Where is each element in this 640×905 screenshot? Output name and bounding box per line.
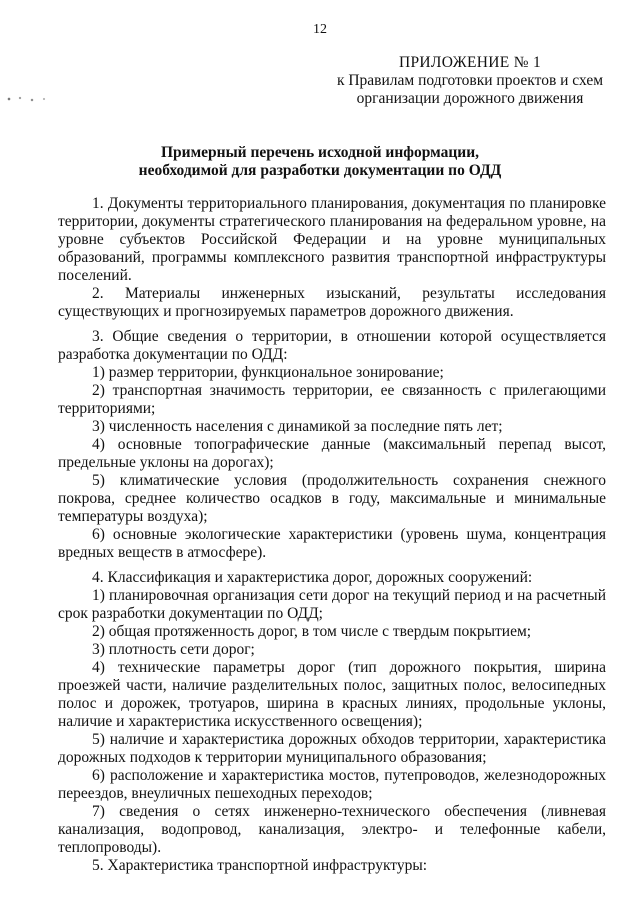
list-item-3-5: 5) климатические условия (продолжительность сохранения снежного покрова, среднее количество осадков в году, максимальные и минимальные температуры воздуха);: [58, 472, 606, 525]
list-item-4-2: 2) общая протяженность дорог, в том числе с твердым покрытием;: [92, 623, 532, 640]
appendix-title: ПРИЛОЖЕНИЕ № 1: [398, 54, 542, 71]
list-item-4-7: 7) сведения о сетях инженерно-технического обеспечения (ливневая канализация, водопровод, канализация, электро- и телефонные кабели, теплопроводы).: [58, 803, 606, 856]
scan-speck: [6, 96, 50, 102]
list-item-4-1: 1) планировочная организация сети дорог на текущий период и на расчетный срок разработки документации по ОДД;: [58, 587, 606, 622]
paragraph-2: 2. Материалы инженерных изысканий, результаты исследования существующих и прогнозируемых параметров дорожного движения.: [58, 285, 606, 320]
page-number: 12: [313, 22, 327, 37]
appendix-line-2: организации дорожного движения: [356, 90, 584, 107]
list-item-3-4: 4) основные топографические данные (максимальный перепад высот, предельные уклоны на дорогах);: [58, 436, 606, 471]
appendix-header: [320, 54, 620, 108]
list-item-3-3: 3) численность населения с динамикой за последние пять лет;: [92, 418, 503, 435]
paragraph-1: 1. Документы территориального планирования, документация по планировке территории, документы стратегического планирования на федеральном уровне, на уровне субъектов Российской Федерации и на уровне муниципальных образований, программы комплексного развития транспортной инфраструктуры поселений.: [58, 195, 606, 284]
list-item-3-2: 2) транспортная значимость территории, ее связанность с прилегающими территориями;: [58, 382, 606, 417]
paragraph-4: 4. Классификация и характеристика дорог, дорожных сооружений:: [92, 569, 533, 586]
list-item-4-5: 5) наличие и характеристика дорожных обходов территории, характеристика дорожных подходов к территории муниципального образования;: [58, 731, 606, 766]
list-item-3-6: 6) основные экологические характеристики (уровень шума, концентрация вредных веществ в атмосфере).: [58, 526, 606, 561]
appendix-line-1: к Правилам подготовки проектов и схем: [336, 72, 604, 89]
list-item-4-4: 4) технические параметры дорог (тип дорожного покрытия, ширина проезжей части, наличие разделительных полос, защитных полос, велосипедных полос и дорожек, тротуаров, ширина в красных линиях, продольные уклоны, наличие и характеристика искусственного освещения);: [58, 659, 606, 730]
document-title-line-2: необходимой для разработки документации по ОДД: [138, 162, 502, 179]
document-title-line-1: Примерный перечень исходной информации,: [160, 144, 480, 161]
document-title: [0, 144, 640, 180]
paragraph-3: 3. Общие сведения о территории, в отношении которой осуществляется разработка документации по ОДД:: [58, 328, 606, 363]
list-item-4-3: 3) плотность сети дорог;: [92, 641, 255, 658]
list-item-3-1: 1) размер территории, функциональное зонирование;: [92, 364, 444, 381]
document-body: [58, 195, 606, 875]
list-item-4-6: 6) расположение и характеристика мостов, путепроводов, железнодорожных переездов, внеуличных пешеходных переходов;: [58, 767, 606, 802]
paragraph-5: 5. Характеристика транспортной инфраструктуры:: [92, 857, 428, 874]
